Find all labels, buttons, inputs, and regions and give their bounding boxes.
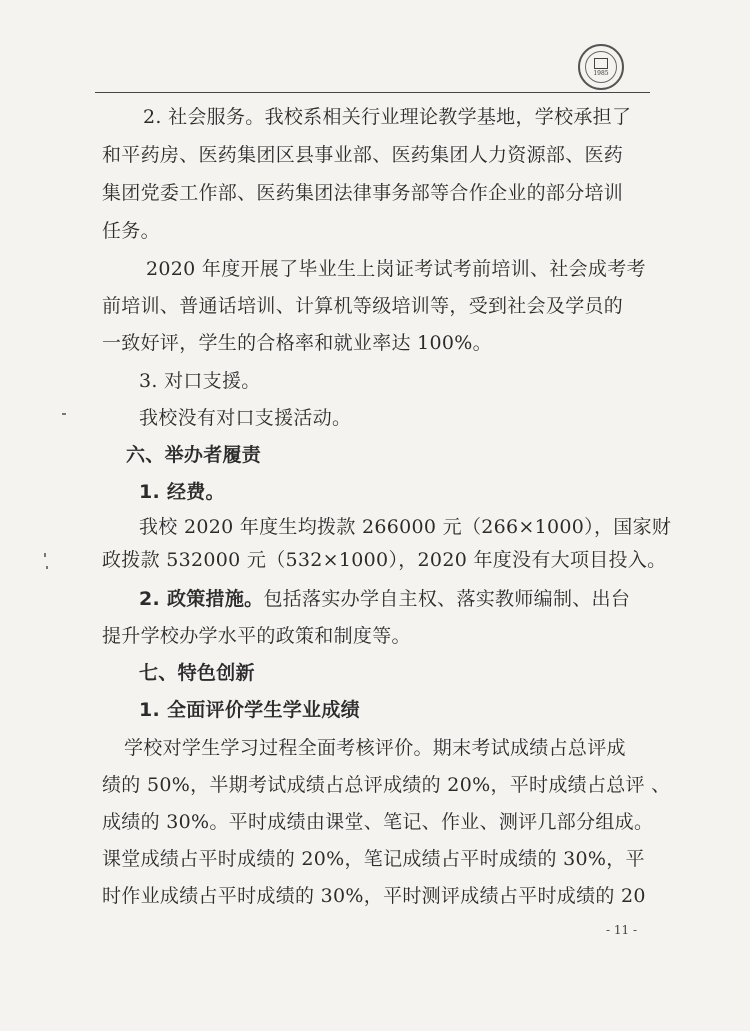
policy-text: 包括落实办学自主权、落实教师编制、出台 — [263, 588, 631, 610]
text-line: 提升学校办学水平的政策和制度等。 — [102, 625, 411, 647]
subsection-heading: 1. 全面评价学生学业成绩 — [139, 699, 360, 721]
text-line: 2020 年度开展了毕业生上岗证考试考前培训、社会成考考 — [146, 258, 646, 280]
scan-speck — [62, 413, 66, 415]
section-heading: 六、举办者履责 — [126, 444, 262, 466]
header-rule — [95, 92, 650, 93]
seal-inner-ring — [585, 51, 617, 83]
section-heading: 七、特色创新 — [139, 662, 255, 684]
text-line: 成绩的 30%。平时成绩由课堂、笔记、作业、测评几部分组成。 — [102, 811, 654, 833]
policy-line — [139, 586, 630, 612]
text-line: 3. 对口支援。 — [139, 370, 261, 392]
subsection-heading: 1. 经费。 — [139, 481, 225, 503]
seal-emblem-icon — [594, 58, 608, 69]
scan-speck — [44, 553, 46, 557]
scan-speck — [46, 566, 48, 569]
seal-year: 1985 — [593, 69, 609, 77]
text-line: 一致好评，学生的合格率和就业率达 100%。 — [102, 332, 492, 354]
text-line: 政拨款 532000 元（532×1000），2020 年度没有大项目投入。 — [102, 549, 667, 571]
school-seal-logo — [578, 44, 624, 90]
text-line: 2. 社会服务。我校系相关行业理论教学基地，学校承担了 — [143, 106, 632, 128]
text-line: 集团党委工作部、医药集团法律事务部等合作企业的部分培训 — [102, 182, 624, 204]
text-line: 我校 2020 年度生均拨款 266000 元（266×1000），国家财 — [139, 516, 672, 538]
policy-label: 2. 政策措施。 — [139, 588, 264, 610]
text-line: 时作业成绩占平时成绩的 30%，平时测评成绩占平时成绩的 20 — [102, 885, 646, 907]
text-line: 绩的 50%，半期考试成绩占总评成绩的 20%，平时成绩占总评 、 — [102, 774, 671, 796]
text-line: 我校没有对口支援活动。 — [139, 407, 352, 429]
text-line: 任务。 — [102, 220, 160, 242]
text-line: 和平药房、医药集团区县事业部、医药集团人力资源部、医药 — [102, 144, 624, 166]
page-number: - 11 - — [606, 923, 638, 937]
text-line: 前培训、普通话培训、计算机等级培训等，受到社会及学员的 — [102, 295, 624, 317]
text-line: 课堂成绩占平时成绩的 20%，笔记成绩占平时成绩的 30%，平 — [102, 848, 645, 870]
text-line: 学校对学生学习过程全面考核评价。期末考试成绩占总评成 — [124, 737, 626, 759]
